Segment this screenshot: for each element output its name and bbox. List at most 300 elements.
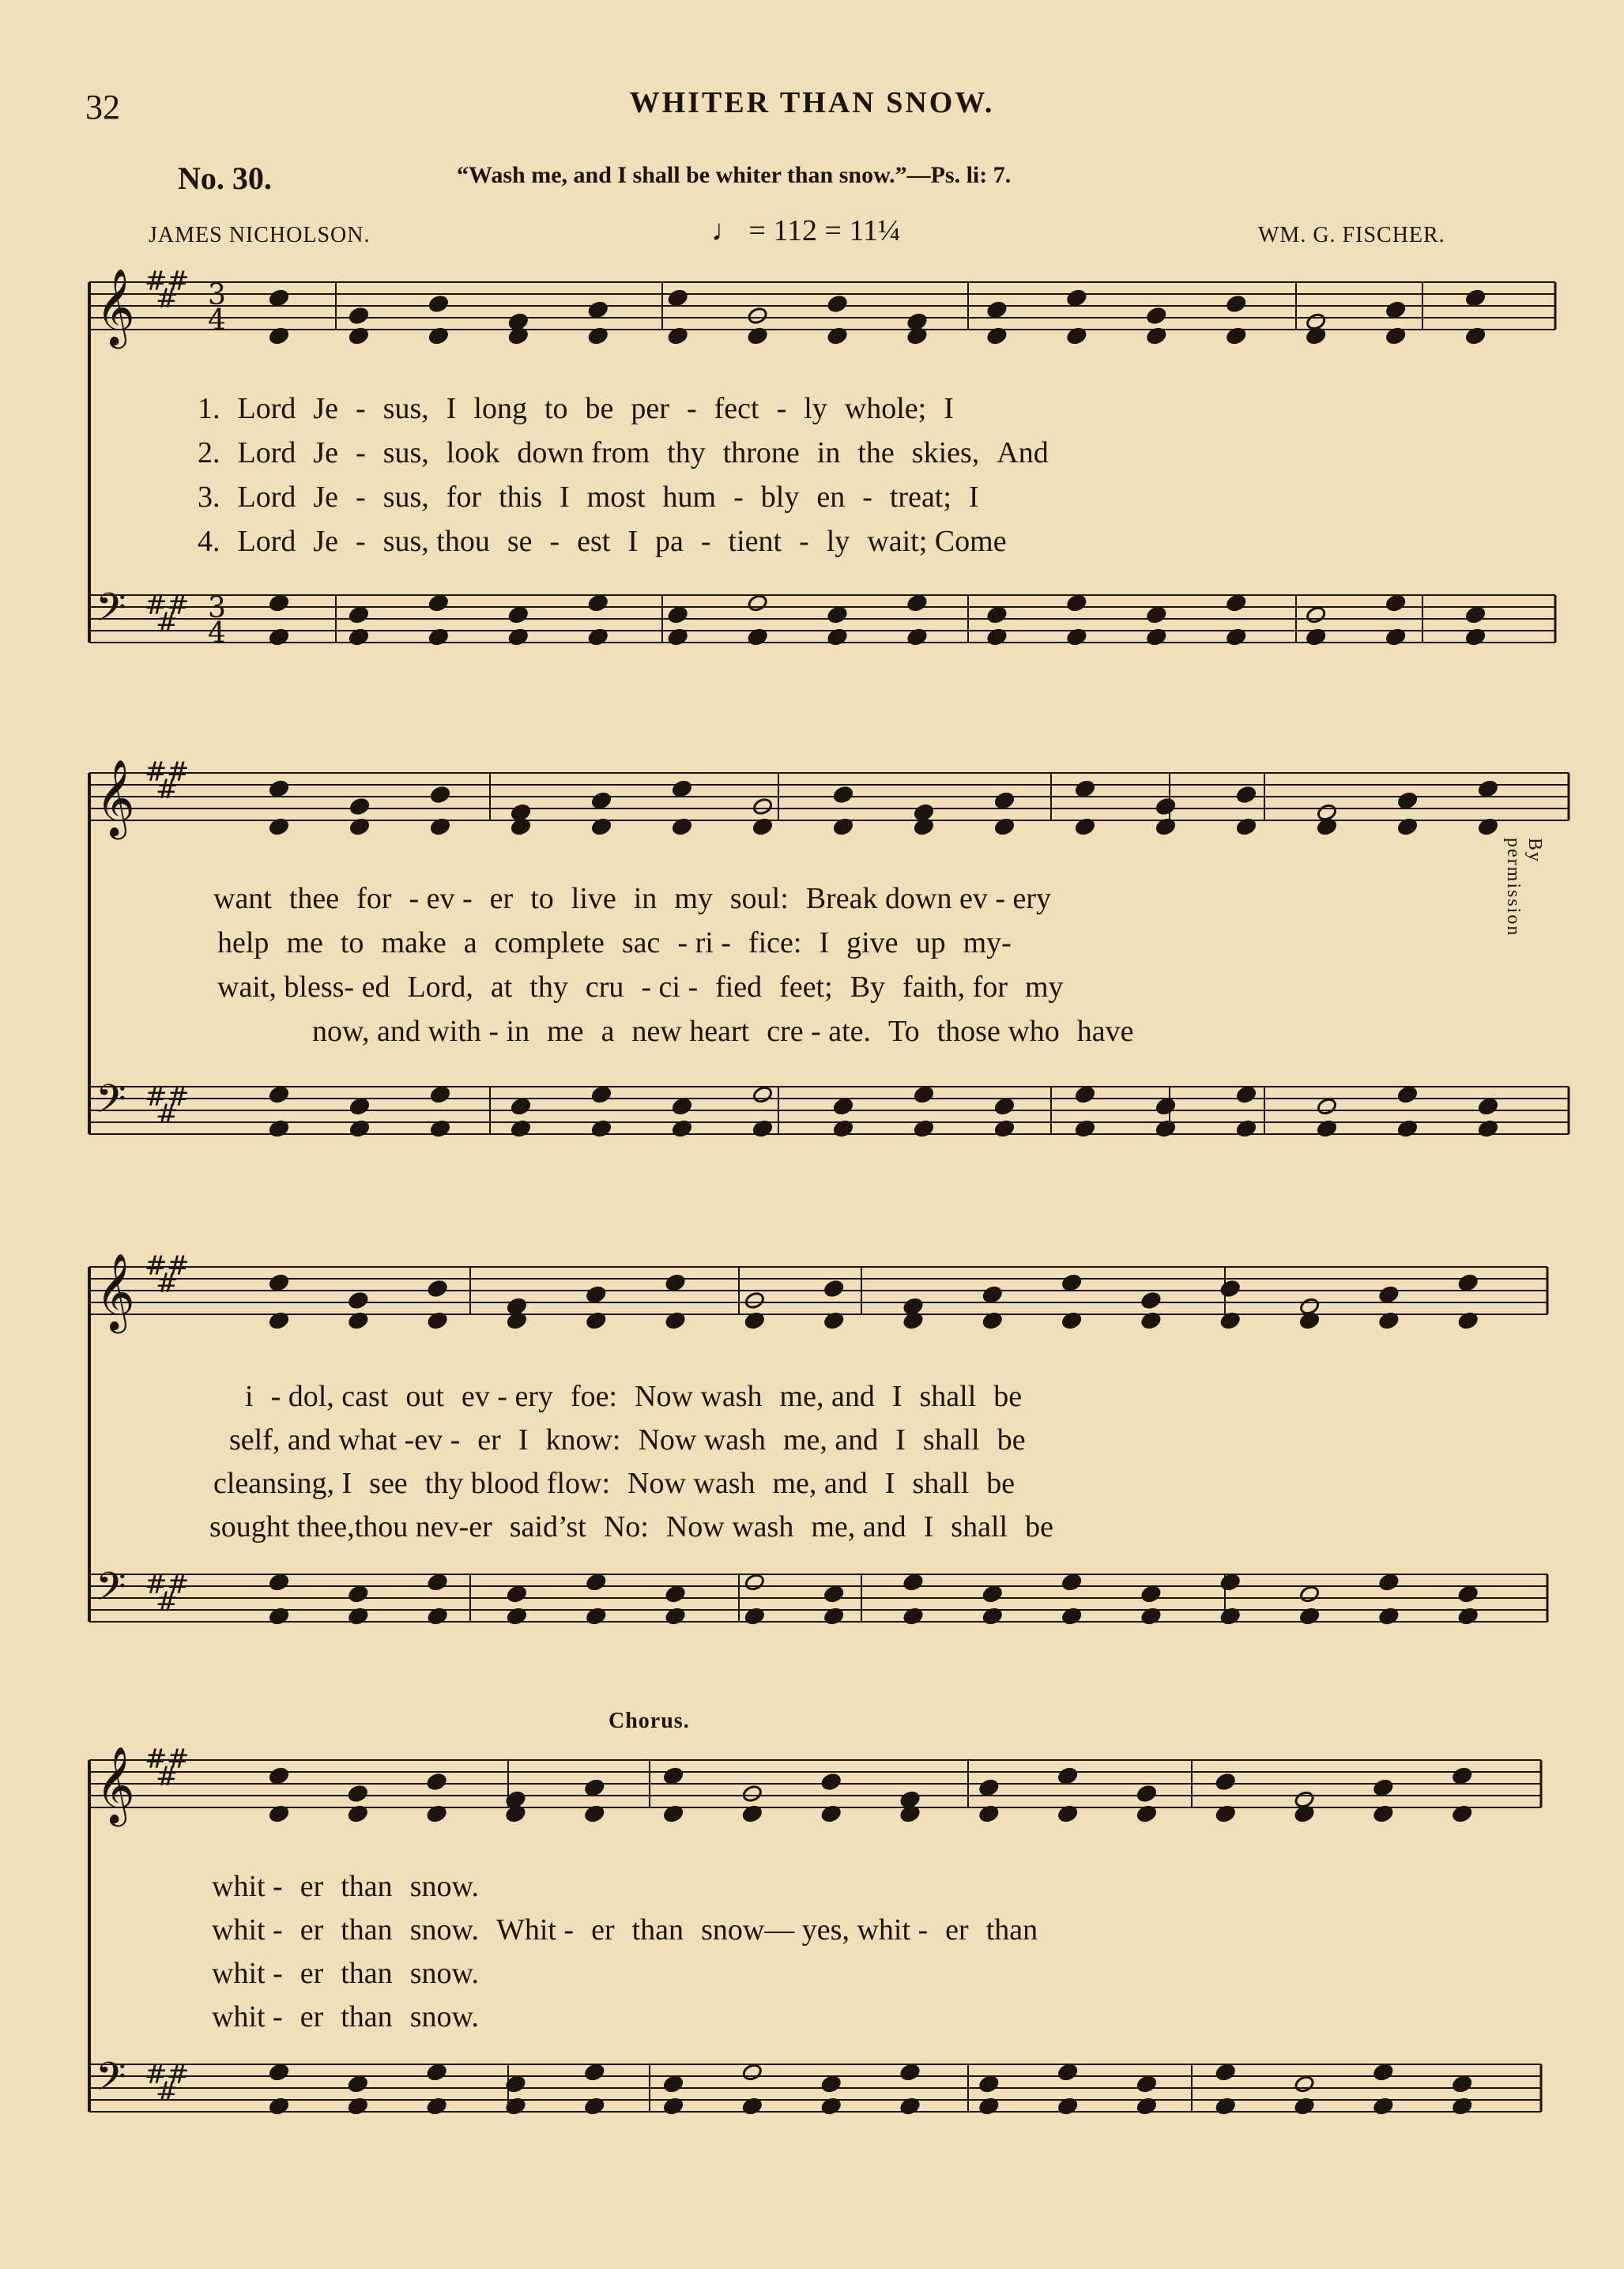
lyric-syllable: for [446,481,482,514]
lyric-syllable: sac [621,926,661,959]
bass-note [507,605,529,624]
lyric-syllable: for [356,882,392,915]
treble-note [1236,786,1257,805]
lyric-syllable: me, and [772,1467,868,1500]
lyric-syllable: thee [288,882,340,915]
lyric-line [212,1913,1055,1947]
sharp-icon: # [145,756,168,788]
lyric-syllable: - [733,481,744,514]
lyric-syllable: I [895,1423,906,1457]
lyric-syllable: - ci - [641,971,699,1004]
lyric-syllable: Lord [237,392,296,425]
lyric-syllable: er [591,1913,615,1947]
treble-note [986,300,1008,319]
lyric-syllable: than [985,1913,1038,1947]
bass-note [349,605,370,624]
sharp-icon: # [167,1743,190,1775]
treble-note [1215,1773,1236,1792]
lyric-syllable: want [213,882,272,915]
bass-note [1057,2063,1079,2082]
sharp-icon: # [167,590,190,621]
lyric-syllable: sought thee,thou nev-er [209,1510,492,1543]
treble-clef-icon: 𝄞 [96,268,135,345]
lyric-syllable: shall [922,1423,980,1457]
lyric-syllable: complete [494,926,605,959]
lyric-syllable: cru [585,971,624,1004]
lyric-syllable: to [544,392,568,425]
lyric-syllable: new heart [631,1015,750,1048]
bass-note [994,1097,1015,1116]
treble-note [1075,779,1096,798]
treble-note [1397,791,1419,810]
page-number: 32 [85,88,120,126]
lyric-syllable: than [341,1870,393,1903]
bass-note [833,1097,854,1116]
treble-note [586,1285,607,1304]
bass-note [1378,1573,1400,1592]
lyric-syllable: shall [912,1467,970,1500]
lyric-syllable: en [816,481,846,514]
lyric-syllable: help [217,926,269,959]
bass-note [426,2063,447,2082]
lyric-syllable: wait; Come [867,525,1007,558]
lyric-syllable: I [518,1423,529,1457]
lyric-syllable: my- [963,926,1012,959]
lyric-syllable: By [850,971,886,1004]
bass-note [427,1573,448,1592]
bass-note [269,2063,290,2082]
lyric-syllable: Je [313,481,339,514]
lyric-line [212,2000,496,2034]
lyric-syllable: fied [715,971,763,1004]
bass-note [1066,594,1087,612]
lyric-syllable: me [286,926,323,959]
lyric-syllable: thy [667,436,706,469]
sharp-icon: # [145,266,168,297]
lyric-syllable: And [997,436,1049,469]
treble-note [347,1785,368,1804]
sharp-icon: # [167,1569,190,1600]
lyric-syllable: To [888,1015,920,1048]
treble-note [820,1773,842,1792]
lyric-syllable: - [356,481,366,514]
lyric-syllable: be [993,1380,1023,1413]
lyric-syllable: Je [313,525,339,558]
treble-note [1136,1785,1158,1804]
lyric-syllable: fect [714,392,759,425]
lyric-syllable: Lord, [407,971,473,1004]
lyric-syllable: I [446,392,457,425]
treble-note [269,1273,290,1292]
lyric-syllable: than [631,1913,684,1947]
sharp-icon: # [167,2059,190,2090]
lyric-syllable: cre - ate. [767,1015,872,1048]
lyric-syllable: I [891,1380,902,1413]
lyric-syllable: than [341,2000,393,2033]
treble-note [430,786,451,805]
lyric-syllable: long [473,392,527,425]
sharp-icon: # [156,1099,179,1130]
lyric-line [198,391,971,426]
lyric-syllable: 3. [198,481,220,514]
treble-note [1373,1778,1394,1797]
lyric-syllable: than [341,1957,393,1990]
lyric-syllable: Je [313,436,339,469]
lyric-line [312,1014,1151,1049]
lyric-syllable: throne [722,436,800,469]
lyric-line [212,1869,496,1904]
treble-note [427,1280,448,1298]
lyric-syllable: 4. [198,525,220,558]
bass-note [1465,605,1486,624]
lyric-syllable: I [944,392,954,425]
sharp-icon: # [167,1081,190,1113]
lyric-syllable: er [300,2000,324,2033]
bass-note [1136,2075,1158,2094]
lyric-syllable: sus, [382,481,429,514]
treble-note [1226,295,1247,314]
bass-note [827,605,848,624]
bass-note [428,594,450,612]
treble-note [665,1273,686,1292]
lyric-syllable: pa [655,525,684,558]
lyric-syllable: to [530,882,554,915]
sharp-icon: # [156,283,179,315]
lyric-syllable: sus, [382,392,429,425]
sharp-icon: # [145,1743,168,1775]
lyric-syllable: Lord [237,481,296,514]
lyric-syllable: per [631,392,669,425]
bass-note [269,1085,290,1104]
treble-note [833,786,854,805]
treble-note [1452,1766,1473,1785]
bass-note [667,605,688,624]
bass-note [1215,2063,1236,2082]
hymn-title: WHITER THAN SNOW. [629,86,995,119]
lyric-syllable: I [923,1510,934,1543]
treble-note [1478,779,1499,798]
sharp-icon: # [167,756,190,788]
lyric-line [213,881,1068,916]
sharp-icon: # [156,774,179,805]
lyric-syllable: Lord [237,525,296,558]
lyric-syllable: Break down ev - ery [805,882,1051,915]
lyric-syllable: - ev - [409,882,473,915]
lyric-syllable: er [300,1957,324,1990]
treble-note [823,1280,845,1298]
bass-note [584,2063,605,2082]
lyric-syllable: be [997,1423,1026,1457]
bass-clef-icon: 𝄢 [96,1564,126,1619]
bass-note [744,1573,766,1592]
lyric-syllable: bly [760,481,800,514]
lyric-line [198,435,1066,470]
bass-note [1219,1573,1241,1592]
lyric-syllable: fice: [748,926,802,959]
lyric-syllable: hum [662,481,717,514]
bass-note [820,2075,842,2094]
lyric-syllable: - [356,392,366,425]
lyric-syllable: have [1076,1015,1134,1048]
treble-note [747,307,768,326]
lyric-syllable: er [477,1423,501,1457]
sharp-icon: # [156,1268,179,1299]
composer-credit: WM. G. FISCHER. [1258,223,1445,247]
sharp-icon: # [156,607,179,639]
lyric-syllable: whit - [212,1957,283,1990]
lyric-syllable: snow. [409,1913,479,1947]
lyric-syllable: be [986,1467,1015,1500]
lyric-syllable: shall [919,1380,977,1413]
chorus-label: Chorus. [609,1709,690,1733]
bass-note [1146,605,1167,624]
lyric-syllable: out [405,1380,444,1413]
treble-note [1057,1766,1079,1785]
lyric-syllable: Now wash [665,1510,794,1543]
time-signature: 3 [208,592,226,624]
treble-note [587,300,609,319]
treble-note [1146,307,1167,326]
bass-note [586,1573,607,1592]
lyric-syllable: make [381,926,447,959]
lyric-syllable: No: [603,1510,649,1543]
lyric-syllable: - [356,436,366,469]
bass-note [430,1085,451,1104]
lyric-syllable: whit - [212,1870,283,1903]
lyric-syllable: wait, bless- ed [217,971,390,1004]
lyric-syllable: - [686,392,697,425]
bass-note [672,1097,693,1116]
lyric-syllable: said’st [509,1510,586,1543]
lyric-syllable: look [446,436,500,469]
lyric-syllable: a [601,1015,615,1048]
bass-note [269,1573,290,1592]
treble-note [1066,288,1087,307]
scripture-epigraph: “Wash me, and I shall be whiter than snow.”—Ps. li: 7. [457,162,1012,188]
lyric-syllable: me, and [811,1510,906,1543]
lyric-syllable: self, and what -ev - [229,1423,461,1457]
treble-note [672,779,693,798]
bass-note [823,1585,845,1604]
lyric-syllable: feet; [779,971,833,1004]
bass-note [1299,1585,1321,1604]
lyric-syllable: whole; [844,392,927,425]
lyric-syllable: Whit - [495,1913,575,1947]
lyric-line [212,1956,496,1991]
bass-note [665,1585,686,1604]
treble-note [584,1778,605,1797]
lyric-syllable: I [884,1467,895,1500]
lyric-syllable: 1. [198,392,220,425]
lyric-syllable: - [700,525,711,558]
lyric-syllable: to [340,926,364,959]
treble-note [349,307,370,326]
lyric-syllable: cleansing, I [213,1467,352,1500]
lyric-syllable: me, and [779,1380,875,1413]
lyric-syllable: me [547,1015,584,1048]
treble-note [1385,300,1407,319]
lyric-syllable: my [1025,971,1064,1004]
lyric-syllable: my [674,882,713,915]
time-signature: 4 [208,304,226,337]
time-signature: 3 [208,279,226,311]
treble-note [428,295,450,314]
sharp-icon: # [167,1250,190,1282]
lyric-syllable: i [245,1380,254,1413]
sharp-icon: # [145,590,168,621]
lyric-syllable: ly [826,525,850,558]
lyric-syllable: Now wash [638,1423,766,1457]
lyric-syllable: in [816,436,841,469]
bass-note [752,1085,774,1104]
bass-note [1075,1085,1096,1104]
lyric-syllable: this [499,481,542,514]
treble-note [663,1766,684,1785]
bass-note [1373,2063,1394,2082]
bass-note [1155,1097,1177,1116]
lyric-syllable: a [463,926,477,959]
treble-clef-icon: 𝄞 [96,759,135,836]
lyric-syllable: snow. [409,1957,479,1990]
treble-note [1219,1280,1241,1298]
lyric-syllable: thy [529,971,568,1004]
treble-note [426,1773,447,1792]
treble-note [744,1291,766,1310]
bass-note [1140,1585,1162,1604]
treble-note [982,1285,1003,1304]
lyric-line [198,524,1024,559]
treble-note [1061,1273,1083,1292]
lyric-syllable: shall [951,1510,1008,1543]
bass-note [511,1097,532,1116]
bass-note [902,1573,924,1592]
bass-note [507,1585,528,1604]
treble-note [591,791,612,810]
lyric-syllable: skies, [911,436,980,469]
lyric-syllable: er [945,1913,969,1947]
sharp-icon: # [145,2059,168,2090]
lyric-line [217,925,1029,960]
lyric-syllable: - ri - [677,926,731,959]
sharp-icon: # [145,1081,168,1113]
bass-note [1317,1097,1338,1116]
treble-note [1465,288,1486,307]
lyric-syllable: ev - ery [461,1380,553,1413]
permission-note: By permission [1503,838,1545,937]
lyric-syllable: those who [936,1015,1060,1048]
lyric-syllable: tient [728,525,782,558]
lyric-syllable: er [489,882,514,915]
lyric-syllable: know: [545,1423,621,1457]
lyric-syllable: Je [313,392,339,425]
bass-clef-icon: 𝄢 [96,585,126,640]
time-signature: 4 [208,617,226,650]
lyric-syllable: Now wash [635,1380,763,1413]
treble-note [269,288,290,307]
treble-clef-icon: 𝄞 [96,1253,135,1330]
lyric-syllable: snow. [409,2000,479,2033]
lyric-syllable: I [559,481,570,514]
bass-note [1397,1085,1419,1104]
bass-clef-icon: 𝄢 [96,1076,126,1132]
lyric-syllable: see [369,1467,408,1500]
lyric-syllable: give [846,926,899,959]
bass-note [663,2075,684,2094]
treble-note [752,797,774,816]
treble-note [269,779,290,798]
lyric-syllable: down from [517,436,650,469]
bass-note [1478,1097,1499,1116]
lyric-syllable: me, and [782,1423,879,1457]
lyric-syllable: snow— yes, whit - [701,1913,929,1947]
bass-note [269,594,290,612]
lyric-line [217,970,1081,1004]
lyric-syllable: I [627,525,639,558]
bass-note [899,2063,921,2082]
treble-note [994,791,1015,810]
lyric-syllable: se [507,525,533,558]
lyric-syllable: foe: [570,1380,618,1413]
hymn-number: No. 30. [178,160,272,196]
lyric-syllable: - [799,525,809,558]
lyric-syllable: live [571,882,616,915]
lyric-syllable: treat; [889,481,951,514]
treble-note [349,797,371,816]
lyric-syllable: snow. [409,1870,479,1903]
lyric-line [213,1466,1032,1501]
bass-note [1306,605,1327,624]
treble-note [1457,1273,1479,1292]
treble-note [348,1291,369,1310]
bass-note [1457,1585,1479,1604]
lyric-syllable: at [490,971,513,1004]
treble-note [269,1766,290,1785]
lyric-syllable: be [1025,1510,1053,1543]
treble-note [827,295,848,314]
bass-note [906,594,928,612]
treble-note [742,1785,763,1804]
lyric-line [209,1510,1071,1544]
sharp-icon: # [145,1250,168,1282]
bass-note [978,2075,1000,2094]
bass-note [742,2063,763,2082]
bass-note [1226,594,1247,612]
lyric-line [229,1423,1043,1457]
lyric-syllable: sus, [382,436,429,469]
bass-note [982,1585,1003,1604]
treble-note [1155,797,1177,816]
bass-note [986,605,1008,624]
lyric-syllable: than [341,1913,393,1947]
sharp-icon: # [156,1761,179,1792]
lyric-syllable: - dol, cast [270,1380,389,1413]
sharp-icon: # [156,1586,179,1618]
bass-note [1385,594,1407,612]
lyric-syllable: - [776,392,787,425]
lyric-syllable: Lord [237,436,296,469]
sharp-icon: # [145,1569,168,1600]
bass-note [587,594,609,612]
bass-note [348,1585,369,1604]
lyric-syllable: 2. [198,436,220,469]
lyric-syllable: - [862,481,872,514]
lyric-syllable: thy blood flow: [424,1467,611,1500]
treble-note [667,288,688,307]
lyric-syllable: in [633,882,658,915]
sharp-icon: # [167,266,190,297]
lyric-syllable: the [857,436,895,469]
bass-note [347,2075,368,2094]
